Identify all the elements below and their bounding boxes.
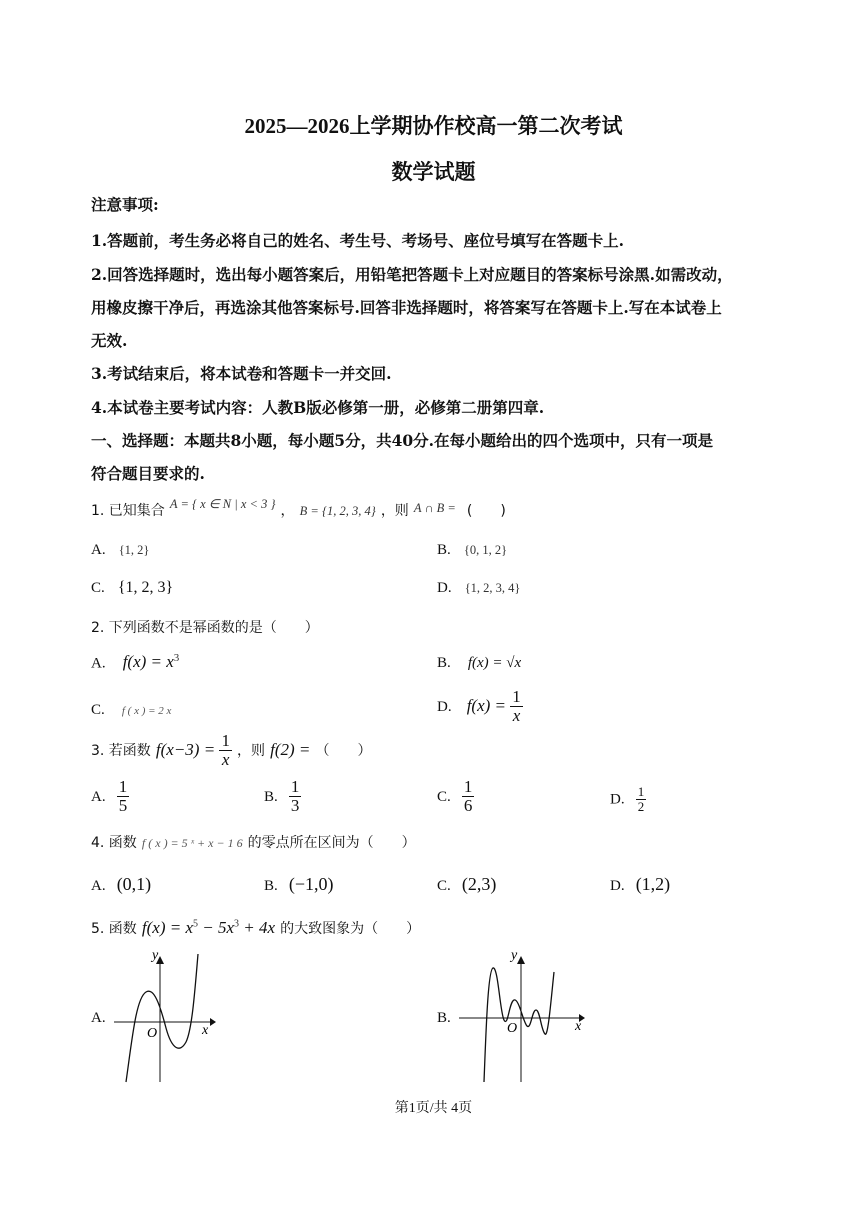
option-value: (2,3) <box>461 874 497 894</box>
q1-option-d[interactable] <box>437 577 520 597</box>
section-heading-line-2: 符合题目要求的. <box>91 464 205 483</box>
page-footer: 第1页/共 4页 <box>394 1101 473 1116</box>
option-value: (0,1) <box>116 874 152 894</box>
numerator: 1 <box>118 777 128 796</box>
denominator: 3 <box>290 795 300 815</box>
q2-option-c[interactable] <box>91 699 171 719</box>
q5-suffix: 的大致图象为（ ） <box>280 921 421 937</box>
q4-suffix: 的零点所在区间为（ ） <box>247 835 416 851</box>
origin-label: O <box>147 1026 158 1041</box>
q4-option-d[interactable] <box>610 874 670 895</box>
x-label: x <box>202 1023 209 1038</box>
sqrt-value: √x <box>506 655 522 671</box>
denominator: x <box>221 749 230 769</box>
exam-title: 2025—2026上学期协作校高一第二次考试 <box>244 114 623 138</box>
origin-label: O <box>507 1021 518 1036</box>
q4-prefix: 4. 函数 <box>91 835 137 851</box>
question-1-stem <box>91 497 506 520</box>
option-label: D. <box>437 580 452 596</box>
option-value: {1, 2, 3} <box>117 579 174 596</box>
option-value: (1,2) <box>635 874 671 894</box>
q3-lhs: f(x−3) = <box>155 739 220 759</box>
q5-graph-a[interactable] <box>110 950 225 1085</box>
numerator: 1 <box>463 777 473 796</box>
q1-then: ，则 <box>380 503 409 519</box>
option-label: A. <box>91 878 106 894</box>
numerator: 1 <box>221 731 230 750</box>
q5-prefix: 5. 函数 <box>91 921 137 937</box>
option-label: C. <box>91 580 105 596</box>
q5-term-a: f(x) = x <box>141 918 194 937</box>
q2-option-a[interactable] <box>91 652 179 672</box>
section-heading-line-1: 一、选择题：本题共8小题，每小题5分，共40分.在每小题给出的四个选项中，只有一项是 <box>91 431 714 450</box>
q3-option-b[interactable] <box>264 778 301 815</box>
q1-set-b: B = {1, 2, 3, 4} <box>299 504 376 518</box>
q1-set-a: A = { x ∈ N | x < 3 } <box>169 497 276 511</box>
note-item-2-line-2: 用橡皮擦干净后，再选涂其他答案标号.回答非选择题时，将答案写在答题卡上.写在本试卷上 <box>91 298 722 317</box>
q3-option-d[interactable] <box>610 785 646 813</box>
option-label: C. <box>91 702 105 718</box>
x-label: x <box>575 1019 582 1034</box>
fraction <box>462 778 475 815</box>
option-label: C. <box>437 788 451 805</box>
question-4-stem <box>91 832 416 852</box>
note-item-4: 4.本试卷主要考试内容：人教B版必修第一册，必修第二册第四章. <box>91 398 545 417</box>
y-label: y <box>511 950 518 963</box>
fraction <box>636 785 647 813</box>
option-value: {1, 2} <box>118 543 150 557</box>
option-value: f(x) = <box>467 655 507 671</box>
q4-function: f ( x ) = 5 ˣ + x − 1 6 <box>141 836 243 850</box>
option-value: (−1,0) <box>288 874 334 894</box>
q1-prefix: 1. 已知集合 <box>91 503 165 519</box>
q1-option-a[interactable] <box>91 539 149 559</box>
denominator: 2 <box>637 798 645 814</box>
q5-option-b-label[interactable]: B. <box>437 1010 451 1026</box>
numerator: 1 <box>290 777 300 796</box>
notes-heading: 注意事项: <box>91 195 159 214</box>
denominator: x <box>512 705 521 725</box>
curve <box>126 954 198 1082</box>
q4-option-b[interactable] <box>264 874 334 895</box>
q3-option-a[interactable] <box>91 778 129 815</box>
option-label: A. <box>91 788 106 805</box>
denominator: 5 <box>118 795 128 815</box>
curve <box>484 968 554 1082</box>
q5-option-a-label[interactable]: A. <box>91 1010 106 1026</box>
exponent: 5 <box>193 918 199 930</box>
q3-expr: f(2) = <box>270 739 311 759</box>
exponent: 3 <box>234 918 240 930</box>
q1-paren: ( ) <box>466 503 506 519</box>
question-2-stem: 2. 下列函数不是幂函数的是（ ） <box>91 620 319 636</box>
option-label: B. <box>437 655 451 671</box>
option-label: B. <box>264 788 278 805</box>
q1-option-b[interactable] <box>437 539 507 559</box>
option-value: f(x) = x <box>122 652 174 672</box>
option-label: A. <box>91 655 106 672</box>
fraction <box>289 778 302 815</box>
q1-option-c[interactable] <box>91 577 173 597</box>
question-3-stem <box>91 732 372 769</box>
question-5-stem <box>91 918 420 938</box>
option-value: f(x) = <box>466 695 511 715</box>
option-label: C. <box>437 878 451 894</box>
fraction <box>510 688 523 725</box>
q4-option-a[interactable] <box>91 874 151 895</box>
option-label: D. <box>437 698 452 715</box>
option-label: D. <box>610 878 625 894</box>
q3-prefix: 3. 若函数 <box>91 742 151 759</box>
note-item-2-line-3: 无效. <box>91 331 128 350</box>
note-item-3: 3.考试结束后，将本试卷和答题卡一并交回. <box>91 364 392 383</box>
exam-subtitle: 数学试题 <box>391 160 476 184</box>
q1-comma: ， <box>280 503 295 519</box>
y-arrow-icon <box>517 956 525 964</box>
q2-option-b[interactable] <box>437 652 521 672</box>
q5-term-c: + 4x <box>239 918 276 937</box>
numerator: 1 <box>512 687 521 706</box>
q1-expr: A ∩ B = <box>413 501 456 515</box>
q3-mid: ，则 <box>237 742 266 759</box>
y-label: y <box>152 950 159 963</box>
numerator: 1 <box>637 784 645 799</box>
option-value: f ( x ) = 2 x <box>121 705 172 717</box>
note-item-2-line-1: 2.回答选择题时，选出每小题答案后，用铅笔把答题卡上对应题目的答案标号涂黑.如需改动， <box>91 265 733 284</box>
option-label: A. <box>91 542 106 558</box>
x-arrow-icon <box>210 1018 216 1026</box>
q5-graph-b[interactable] <box>455 950 595 1085</box>
q3-paren: （ ） <box>315 742 372 759</box>
option-value: {0, 1, 2} <box>463 543 508 557</box>
q5-term-b: − 5x <box>198 918 235 937</box>
q3-option-c[interactable] <box>437 778 474 815</box>
denominator: 6 <box>463 795 473 815</box>
option-value: {1, 2, 3, 4} <box>464 581 521 595</box>
option-label: B. <box>264 878 278 894</box>
fraction <box>219 732 232 769</box>
q2-option-d[interactable] <box>437 688 523 725</box>
option-label: B. <box>437 542 451 558</box>
note-item-1: 1.答题前，考生务必将自己的姓名、考生号、考场号、座位号填写在答题卡上. <box>91 231 625 250</box>
fraction <box>117 778 130 815</box>
option-label: D. <box>610 791 625 808</box>
q4-option-c[interactable] <box>437 874 496 895</box>
exponent: 3 <box>173 652 180 664</box>
